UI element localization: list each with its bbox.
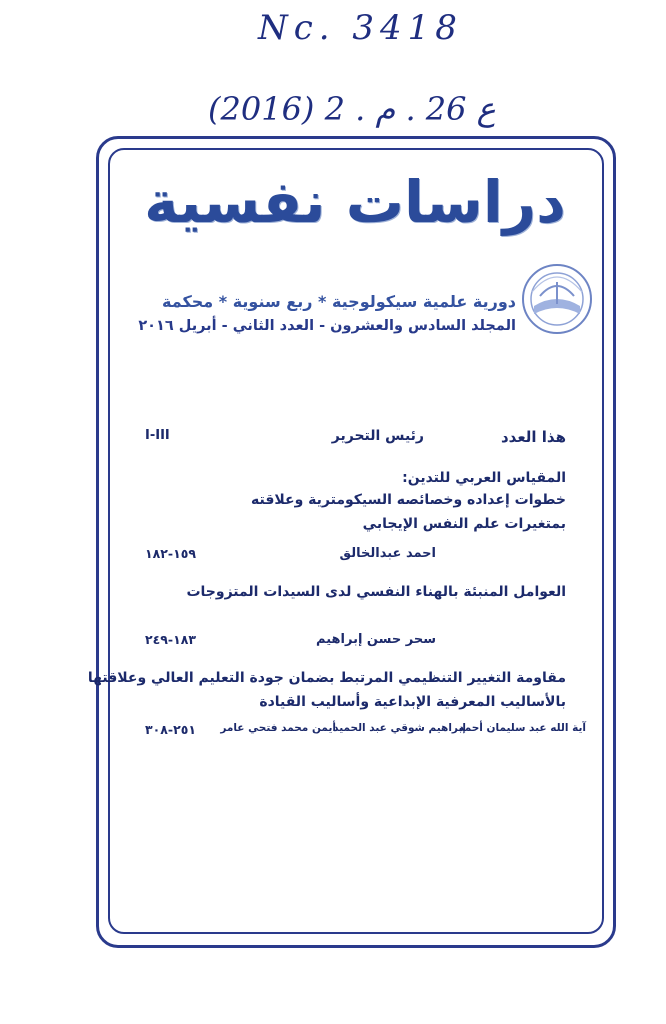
article-1-title-line-3: بمتغيرات علم النفس الإيجابي (362, 516, 566, 532)
editor-pages: I-III (145, 428, 170, 443)
article-2-author: سحر حسن إبراهيم (316, 632, 436, 647)
article-3-author-1: آية الله عبد سليمان أحمد (458, 722, 586, 734)
article-3-pages: ٢٥١-٣٠٨ (145, 722, 196, 737)
journal-title: دراسات نفسية (144, 168, 566, 236)
editor-in-chief-label: رئيس التحرير (331, 428, 424, 444)
article-2-title: العوامل المنبئة بالهناء النفسي لدى السيدات المتزوجات (186, 584, 566, 600)
handwritten-call-number: Nc. 3418 (258, 8, 463, 48)
in-this-issue-heading: هذا العدد (500, 428, 566, 446)
article-3-author-2: إبراهيم شوقي عبد الحميد (333, 722, 466, 734)
article-1-title-line-1: المقياس العربي للتدين: (402, 470, 566, 486)
article-1-title-line-2: خطوات إعداده وخصائصه السيكومترية وعلاقته (251, 492, 566, 508)
article-1-pages: ١٥٩-١٨٢ (145, 546, 196, 561)
issue-info: المجلد السادس والعشرون - العدد الثاني - أبريل ٢٠١٦ (138, 318, 516, 334)
journal-emblem-icon (520, 262, 594, 336)
article-3-title-line-2: بالأساليب المعرفية الإبداعية وأساليب القيادة (259, 694, 566, 710)
article-3-title-line-1: مقاومة التغيير التنظيمي المرتبط بضمان جودة التعليم العالي وعلاقتها (87, 670, 566, 686)
journal-subtitle: دورية علمية سيكولوجية * ربع سنوية * محكمة (162, 292, 516, 311)
article-2-pages: ١٨٣-٢٤٩ (145, 632, 196, 647)
article-1-author: احمد عبدالخالق (339, 546, 436, 561)
handwritten-issue-note: (2016) 2 . ع 26 . م (208, 90, 496, 128)
article-3-author-3: أيمن محمد فتحي عامر (220, 722, 336, 734)
